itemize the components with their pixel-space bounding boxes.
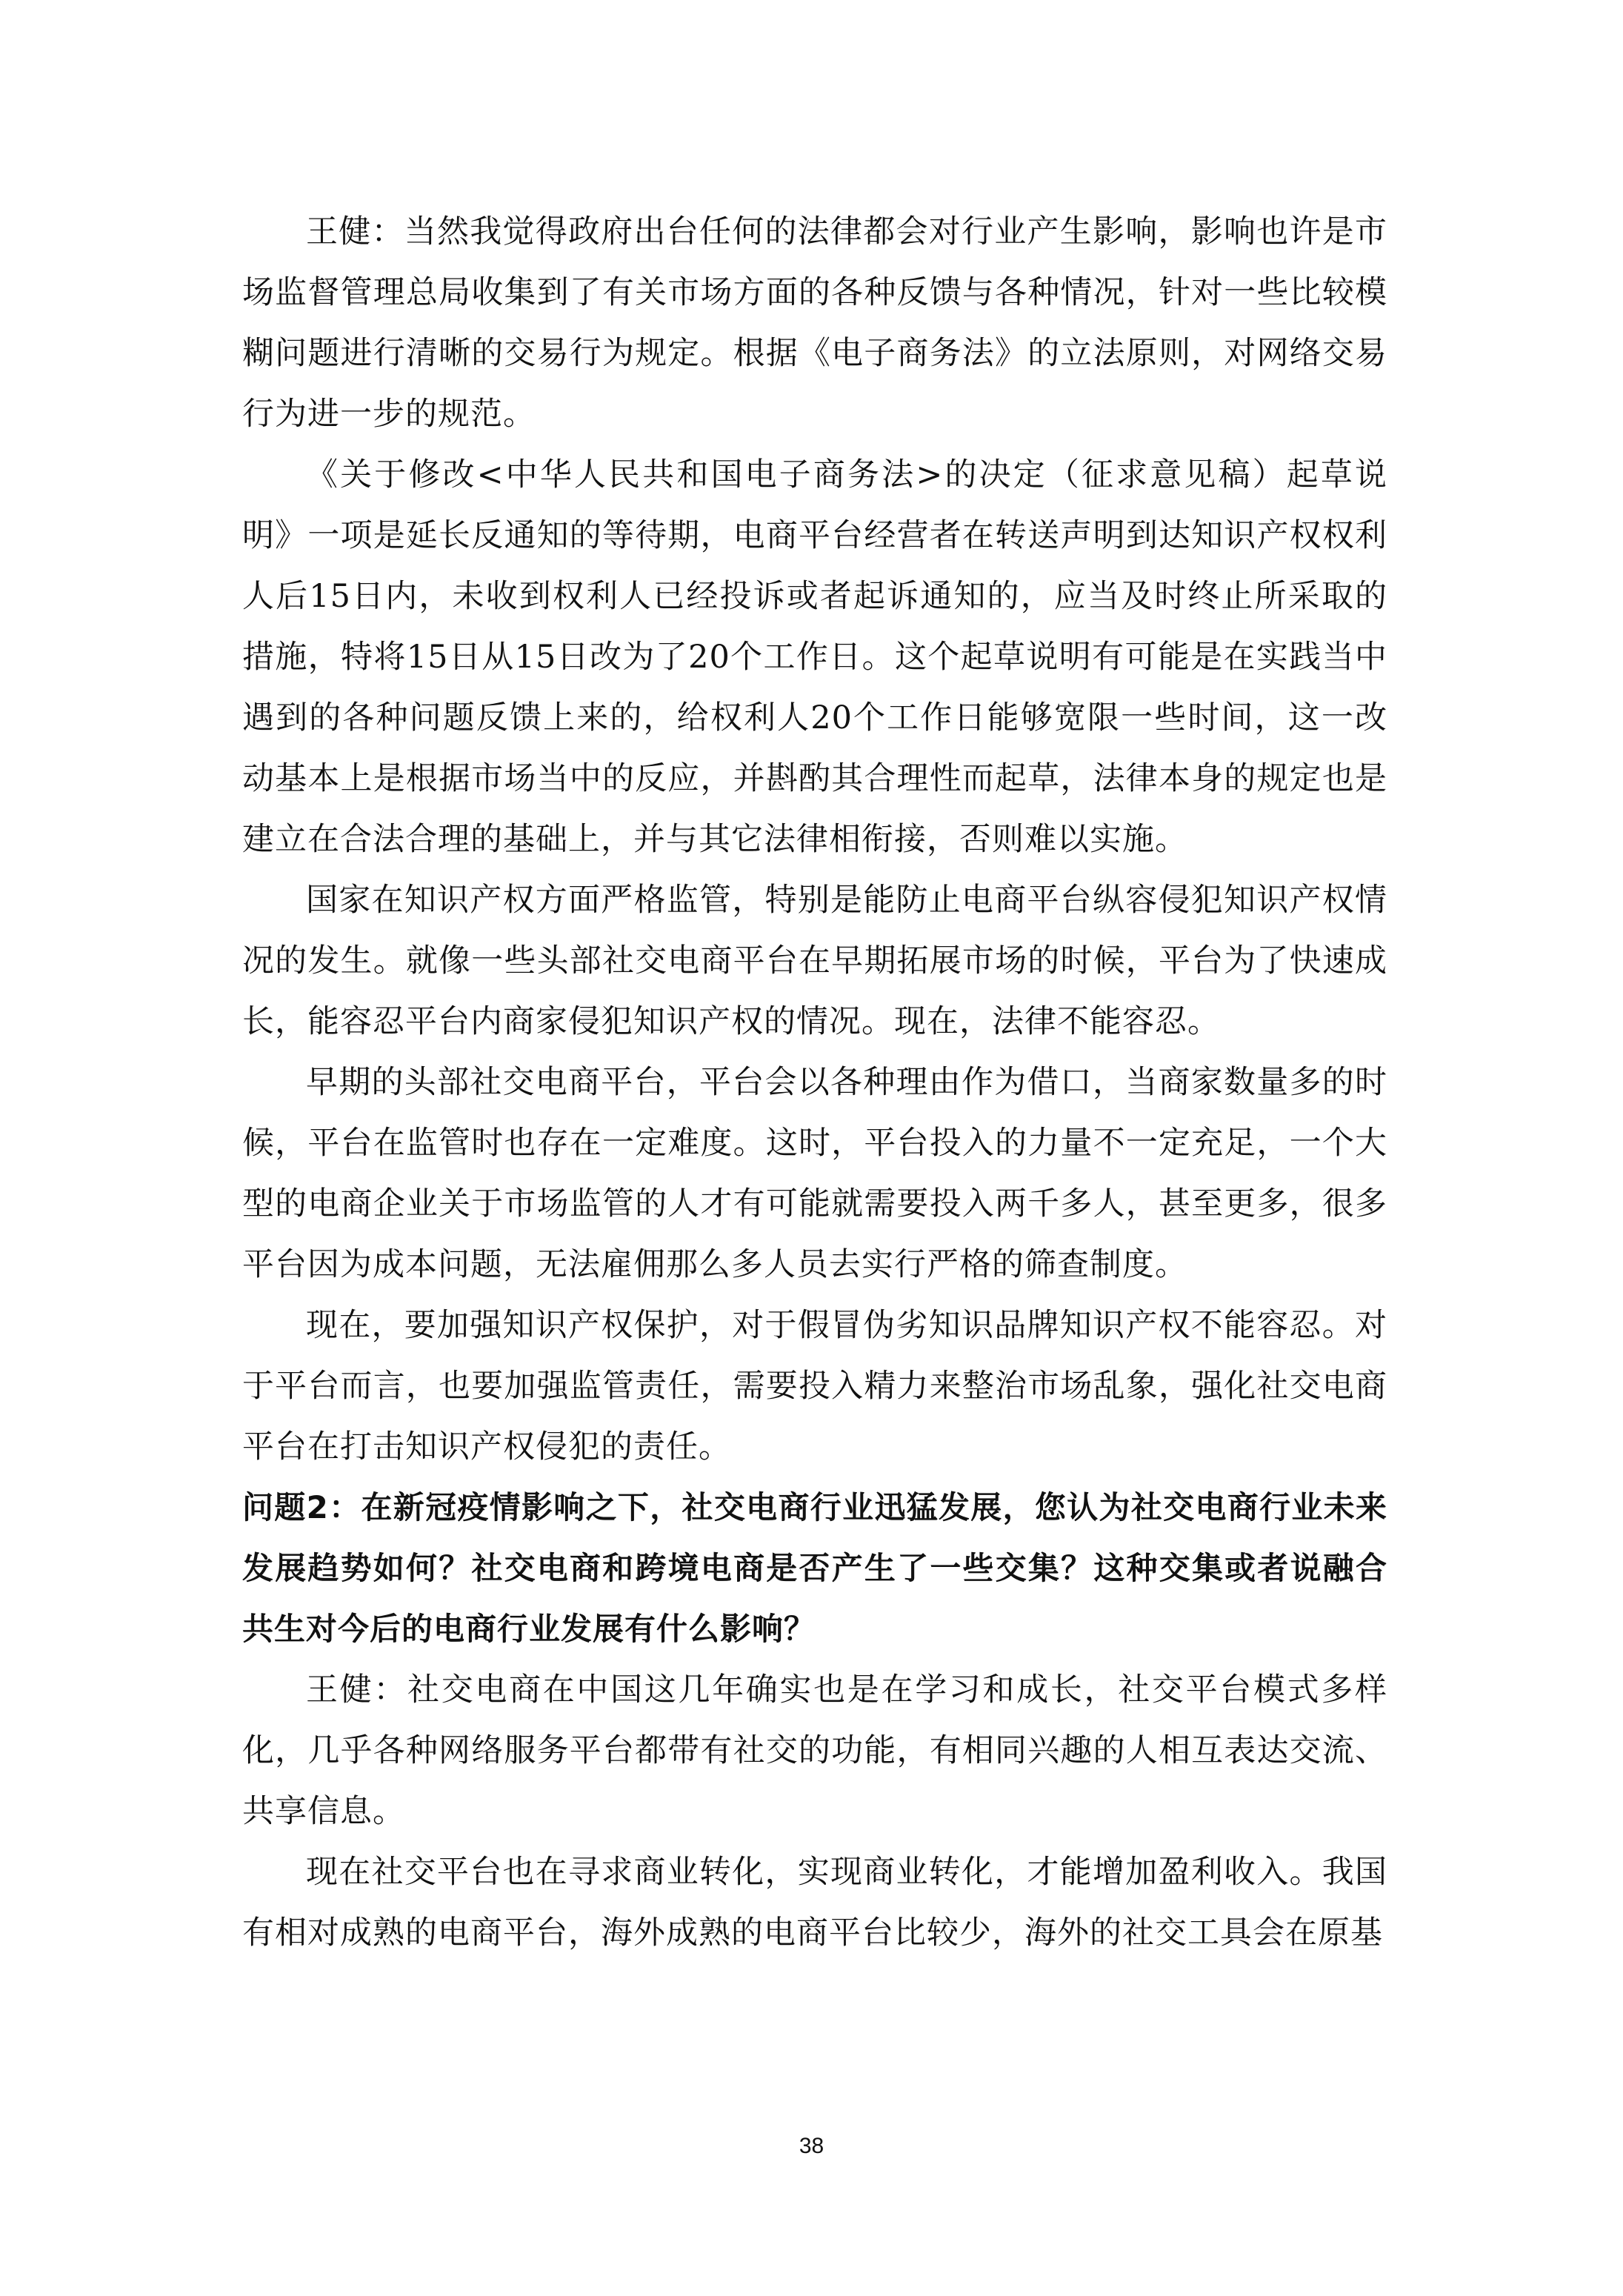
page-body: [242, 202, 1387, 1963]
answer-paragraph-1: 王健：社交电商在中国这几年确实也是在学习和成长，社交平台模式多样化，几乎各种网络服务平台都带有社交的功能，有相同兴趣的人相互表达交流、共享信息。: [242, 1671, 1387, 1830]
paragraph-5: 现在，要加强知识产权保护，对于假冒伪劣知识品牌知识产权不能容忍。对于平台而言，也要加强监管责任，需要投入精力来整治市场乱象，强化社交电商平台在打击知识产权侵犯的责任。: [242, 1307, 1387, 1465]
paragraph-1: 王健：当然我觉得政府出台任何的法律都会对行业产生影响，影响也许是市场监督管理总局收集到了有关市场方面的各种反馈与各种情况，针对一些比较模糊问题进行清晰的交易行为规定。根据《电子商务法》的立法原则，对网络交易行为进一步的规范。: [242, 213, 1387, 433]
page-number: 38: [799, 2134, 824, 2158]
paragraph-3: 国家在知识产权方面严格监管，特别是能防止电商平台纵容侵犯知识产权情况的发生。就像一些头部社交电商平台在早期拓展市场的时候，平台为了快速成长，能容忍平台内商家侵犯知识产权的情况。现在，法律不能容忍。: [242, 882, 1387, 1040]
question-heading: 问题2：在新冠疫情影响之下，社交电商行业迅猛发展，您认为社交电商行业未来发展趋势如何？社交电商和跨境电商是否产生了一些交集？这种交集或者说融合共生对今后的电商行业发展有什么影响？: [242, 1489, 1387, 1647]
answer-paragraph-2: 现在社交平台也在寻求商业转化，实现商业转化，才能增加盈利收入。我国有相对成熟的电商平台，海外成熟的电商平台比较少，海外的社交工具会在原基: [242, 1854, 1387, 1951]
paragraph-4: 早期的头部社交电商平台，平台会以各种理由作为借口，当商家数量多的时候，平台在监管时也存在一定难度。这时，平台投入的力量不一定充足，一个大型的电商企业关于市场监管的人才有可能就需要投入两千多人，甚至更多，很多平台因为成本问题，无法雇佣那么多人员去实行严格的筛查制度。: [242, 1064, 1387, 1283]
paragraph-2: 《关于修改<中华人民共和国电子商务法>的决定（征求意见稿）起草说明》一项是延长反通知的等待期，电商平台经营者在转送声明到达知识产权权利人后15日内，未收到权利人已经投诉或者起诉通知的，应当及时终止所采取的措施，特将15日从15日改为了20个工作日。这个起草说明有可能是在实践当中遇到的各种问题反馈上来的，给权利人20个工作日能够宽限一些时间，这一改动基本上是根据市场当中的反应，并斟酌其合理性而起草，法律本身的规定也是建立在合法合理的基础上，并与其它法律相衔接，否则难以实施。: [242, 456, 1387, 858]
